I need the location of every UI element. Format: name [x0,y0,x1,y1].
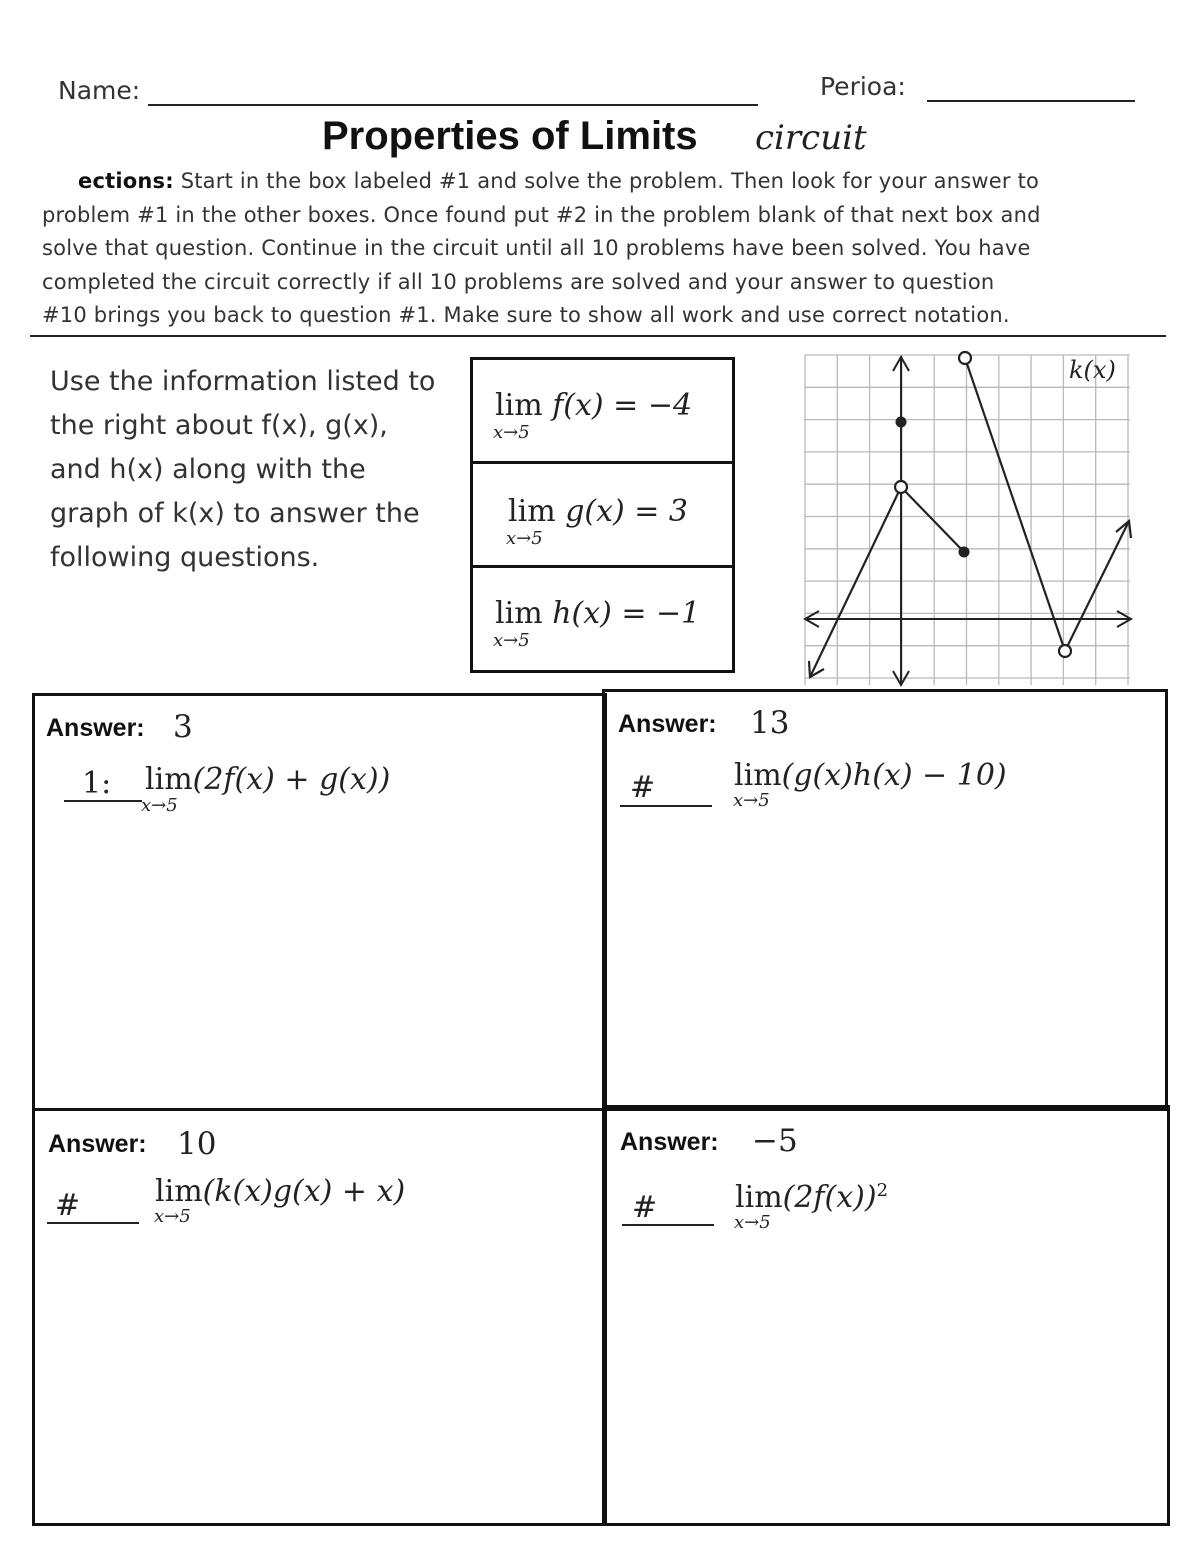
answer-value: −5 [752,1123,798,1159]
closed-point-end [959,547,970,558]
problem-cell-1 [32,693,607,1111]
graph-label: k(x) [1069,356,1116,384]
info-line-5: following questions. [50,542,320,573]
problem-expression: (g(x)h(x) − 10) [781,758,1007,793]
problem-cell-3 [32,1108,607,1526]
problem-number: # [55,1188,81,1223]
open-point-bottom [1059,645,1071,657]
graph-segment-4 [1065,523,1128,651]
graph-segment-2 [901,487,964,552]
lim-text: lim [155,1174,203,1209]
directions-line-1: Start in the box labeled #1 and solve the problem. Then look for your answer to [180,169,1040,193]
lim-text: lim [735,1180,783,1215]
answer-label: Answer: [46,714,145,742]
lim-text: lim [145,762,193,797]
name-field[interactable] [148,80,758,106]
problem-expression: (k(x)g(x) + x) [202,1174,406,1209]
problem-number: # [630,770,656,805]
limit-subscript: x→5 [154,1206,191,1227]
period-field[interactable] [927,76,1135,102]
title-script: circuit [755,118,867,158]
graph-grid [805,355,1130,685]
exponent: 2 [876,1180,889,1201]
info-line-3: and h(x) along with the [50,454,366,485]
open-point-y-axis [895,481,907,493]
answer-value: 3 [173,709,193,745]
directions [42,165,1152,333]
limit-g [473,464,732,568]
lim-text: lim [495,388,543,423]
lim-text: lim [734,758,782,793]
directions-line-4: completed the circuit correctly if all 10 problems are solved and your answer to question [42,269,995,294]
problem-number-blank[interactable] [620,805,712,807]
answer-label: Answer: [48,1130,147,1158]
answer-value: 13 [750,705,790,741]
limit-f [473,360,732,464]
limit-h-sub: x→5 [493,630,530,651]
limit-h [473,568,732,672]
directions-lead: ections: [78,169,174,193]
problem-number: 1: [82,766,112,801]
lim-text: lim [508,494,556,529]
directions-line-5: #10 brings you back to question #1. Make sure to show all work and use correct notation. [42,303,1010,327]
problem-number-blank[interactable] [47,1222,139,1224]
problem-expression: (2f(x)) [782,1180,877,1215]
info-line-4: graph of k(x) to answer the [50,498,420,529]
answer-label: Answer: [618,710,717,738]
problem-cell-4 [602,1105,1170,1526]
answer-value: 10 [177,1126,217,1162]
divider [30,335,1166,337]
problem-number-blank[interactable] [622,1224,714,1226]
page-title: Properties of Limits [322,114,698,158]
limit-g-expr: g(x) = 3 [565,494,689,529]
lim-text: lim [495,596,543,631]
graph-k [795,345,1140,690]
directions-line-2: problem #1 in the other boxes. Once found put #2 in the problem blank of that next box and [42,202,1041,227]
limit-g-sub: x→5 [506,528,543,549]
info-line-2: the right about f(x), g(x), [50,410,388,441]
info-text [50,360,460,580]
directions-line-3: solve that question. Continue in the circuit until all 10 problems have been solved. You have [42,236,1031,260]
answer-label: Answer: [620,1128,719,1156]
period-label: Perioa: [820,72,906,101]
problem-expression: (2f(x) + g(x)) [192,762,391,797]
limit-subscript: x→5 [141,795,178,816]
limit-f-sub: x→5 [493,422,530,443]
limit-subscript: x→5 [734,1212,771,1233]
given-limits-table [470,357,735,673]
limit-f-expr: f(x) = −4 [552,388,693,423]
closed-point-y-axis [896,417,907,428]
open-point-top [959,352,971,364]
info-line-1: Use the information listed to [50,366,436,397]
problem-cell-2 [602,689,1168,1111]
graph-segment-3 [965,358,1065,651]
problem-number-blank[interactable] [64,800,142,802]
problem-number: # [632,1190,658,1225]
graph-arrow-right [1116,521,1131,538]
limit-subscript: x→5 [733,790,770,811]
limit-h-expr: h(x) = −1 [552,596,701,631]
name-label: Name: [58,76,141,105]
